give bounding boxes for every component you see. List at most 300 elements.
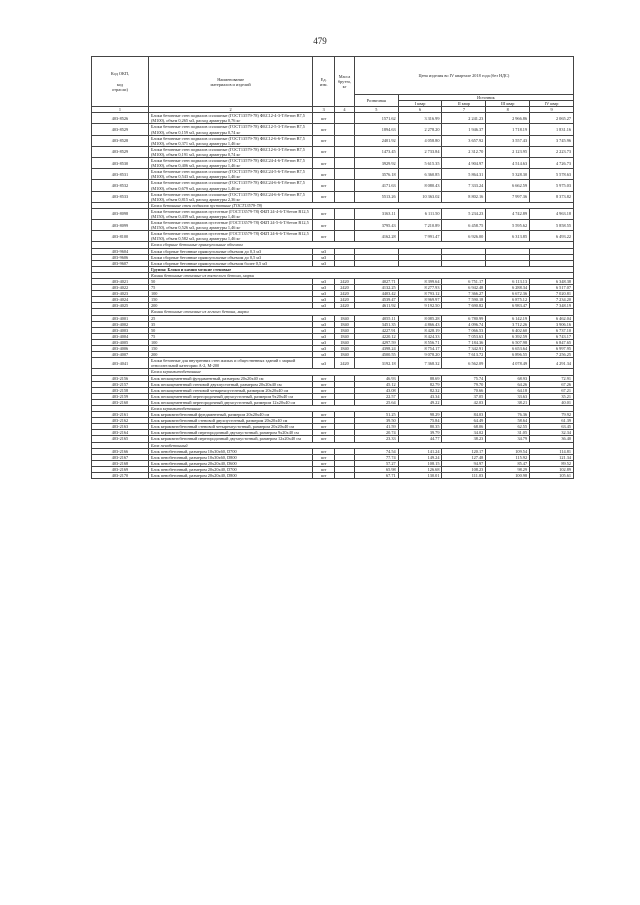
row-price-q1: 2 733.84 [398, 146, 442, 157]
row-price-q1: 7 368.32 [398, 358, 442, 369]
row-price-q4: 7 348.19 [530, 303, 574, 309]
row-mass: 2420 [335, 297, 355, 303]
row-price-q2: 70.66 [442, 387, 486, 393]
row-price-q3: 5 328.30 [486, 169, 530, 180]
row-code: 403-2161 [92, 412, 149, 418]
row-price-q3: 100.98 [486, 473, 530, 479]
row-name: Блок пескоцементный фундаментный, размером 20х20х40 см [148, 375, 312, 381]
row-price-q1: 8 277.93 [398, 285, 442, 291]
row-price-q2: 5 234.23 [442, 208, 486, 219]
row-price-q2: 120.17 [442, 448, 486, 454]
subgroup-heading: Блок пенобетонный [148, 442, 573, 448]
row-mass [335, 473, 355, 479]
row-price-q1: 82.79 [398, 381, 442, 387]
row-name: Блок пенобетонный, размером 10х30х60, D700 [148, 448, 312, 454]
row-code: 403-2170 [92, 473, 149, 479]
row-unit: м3 [313, 303, 335, 309]
table-row [92, 473, 574, 479]
row-price-retail: 4500.55 [354, 352, 398, 358]
header-q4: IV квар [530, 101, 574, 107]
row-name: Блок пескоцементный перегородочный двухпустотный, размером 12х20х40 см [148, 399, 312, 405]
row-price-q4: 121.34 [530, 454, 574, 460]
row-price-q2: 6 780.99 [442, 315, 486, 321]
row-code: 403-2164 [92, 430, 149, 436]
row-code: 403-2167 [92, 454, 149, 460]
row-code: 403-2166 [92, 448, 149, 454]
row-price-q3: 68.93 [486, 375, 530, 381]
row-price-q4: 4 291.34 [530, 358, 574, 369]
row-price-q4: 79.92 [530, 412, 574, 418]
row-code: 403-8530 [92, 158, 149, 169]
row-price-q3: 58.64 [486, 418, 530, 424]
row-price-q2: 7 690.82 [442, 303, 486, 309]
header-price-sub: Источник [398, 95, 573, 101]
row-price-q3: 62.55 [486, 424, 530, 430]
row-price-q2: 7 342.91 [442, 346, 486, 352]
row-price-q2: 4 096.74 [442, 321, 486, 327]
row-price-q4: 7 256.25 [530, 352, 574, 358]
col-number: 3 [313, 107, 335, 113]
row-price-retail: 1571.62 [354, 113, 398, 124]
row-price-q4: 5 858.55 [530, 220, 574, 231]
row-name: Блок пенобетонный, размером 20х20х40, D600 [148, 460, 312, 466]
row-unit: шт [313, 381, 335, 387]
row-unit: м3 [313, 315, 335, 321]
row-unit: шт [313, 454, 335, 460]
row-price-q3: 33.63 [486, 393, 530, 399]
row-price-q4: 6 737.10 [530, 327, 574, 333]
row-price-q4: 3 745.96 [530, 135, 574, 146]
row-mass [335, 135, 355, 146]
subgroup-heading: Камни бетонные стеновые из легкого бетона, марки [148, 309, 573, 315]
row-price-q4: 2 223.73 [530, 146, 574, 157]
row-price-retail: 3451.35 [354, 321, 398, 327]
row-price-retail: 22.57 [354, 393, 398, 399]
row-name: Блок пескоцементный стеновой двухпустотный, размером 20х20х40 см [148, 381, 312, 387]
row-price-q3: 31.05 [486, 430, 530, 436]
row-mass: 1840 [335, 327, 355, 333]
row-price-q1: 6 111.50 [398, 208, 442, 219]
row-price-q3: 6 507.98 [486, 339, 530, 345]
row-price-q1: 9 078.20 [398, 352, 442, 358]
row-price-q3: 115.92 [486, 454, 530, 460]
subgroup-heading: Блоки бетонные стен подвалов пустотные (ГОСТ13579-78) [148, 202, 573, 208]
row-unit: шт [313, 169, 335, 180]
row-unit: шт [313, 231, 335, 242]
row-name: Блоки бетонные стен подвалов сплошные (ГОСТ13579-78) ФБС12-6-6-Т/бетон В7,5 (М100), объем 0,371 м3, расход арматуры 1,46 кг [148, 135, 312, 146]
row-price-q1: 7 991.47 [398, 231, 442, 242]
row-code: 403-8533 [92, 191, 149, 202]
row-mass: 1840 [335, 333, 355, 339]
row-name: Блоки бетонные стен подвалов сплошные (ГОСТ13579-78) ФБС12-6-3-Т/бетон В7,5 (М100), объем 0,191 м3, расход арматуры 0,74 кг [148, 146, 312, 157]
row-price-q1: 2 278.20 [398, 124, 442, 135]
row-code: 403-4006 [92, 346, 149, 352]
header-name: Наименование материалов и изделий [148, 57, 312, 107]
row-price-q1: 43.34 [398, 393, 442, 399]
row-price-q4: 4 963.18 [530, 208, 574, 219]
row-mass: 2420 [335, 279, 355, 285]
row-price-q2: 84.03 [442, 412, 486, 418]
row-price-q1: 8 080.43 [398, 180, 442, 191]
row-price-q3: 76.36 [486, 412, 530, 418]
col-number: 9 [530, 107, 574, 113]
row-price-q4: 7 234.20 [530, 297, 574, 303]
row-price-q2: 1 946.37 [442, 124, 486, 135]
row-name: Блок пенобетонный, размером 20х20х40, D700 [148, 466, 312, 472]
row-unit: м3 [313, 260, 335, 266]
row-price-retail: 25.64 [354, 399, 398, 405]
row-price-retail: 4132.25 [354, 285, 398, 291]
row-name: Блок пенобетонный, размером 20х20х40, D800 [148, 473, 312, 479]
row-mass: 2420 [335, 358, 355, 369]
row-price-q1: 6 360.85 [398, 169, 442, 180]
col-number: 5 [354, 107, 398, 113]
row-price-q3: 34.79 [486, 436, 530, 442]
row-price-q4: 6 493.22 [530, 231, 574, 242]
row-name: Блоки бетонные стен подвалов пустотные (ГОСТ13579-78) ФБП 24-5-6-Т/бетон В12,5 (М150), объем 0,526 м3, расход арматуры 1,46 кг [148, 220, 312, 231]
row-mass [335, 146, 355, 157]
row-price-q4: 6 743.17 [530, 333, 574, 339]
row-price-retail: 4027.71 [354, 279, 398, 285]
table-row [92, 208, 574, 219]
row-mass [335, 231, 355, 242]
row-name: Блоки бетонные стен подвалов сплошные (ГОСТ13579-78) ФБС12-4-3-Т/бетон В7,5 (М100), объем 0,265 м3, расход арматуры 0,76 кг [148, 113, 312, 124]
row-price-q1: 108.15 [398, 460, 442, 466]
row-price-q2: 111.03 [442, 473, 486, 479]
row-code: 403-2165 [92, 436, 149, 442]
row-price-retail: 5513.26 [354, 191, 398, 202]
row-price-q4: 72.91 [530, 375, 574, 381]
row-code: 403-4002 [92, 321, 149, 327]
row-price-q2: 108.23 [442, 466, 486, 472]
row-price-q1: 8 754.17 [398, 346, 442, 352]
row-unit: шт [313, 375, 335, 381]
row-price-q3: 6 288.34 [486, 285, 530, 291]
row-price-q1: 8 085.28 [398, 315, 442, 321]
row-unit: шт [313, 430, 335, 436]
row-code: 403-2158 [92, 387, 149, 393]
row-price-q1: 8 556.71 [398, 339, 442, 345]
row-unit: шт [313, 393, 335, 399]
row-price-q4: 8 373.82 [530, 191, 574, 202]
row-code: 403-8526 [92, 113, 149, 124]
row-code: 403-4024 [92, 297, 149, 303]
row-price-retail: 3192.18 [354, 358, 398, 369]
row-price-q4: 105.61 [530, 473, 574, 479]
row-mass: 2420 [335, 303, 355, 309]
row-name: 50 [148, 327, 312, 333]
row-price-q1: 126.68 [398, 466, 442, 472]
row-name: 200 [148, 303, 312, 309]
header-q2: II квар [442, 101, 486, 107]
row-price-q1: 39.79 [398, 430, 442, 436]
row-price-q2: 2 312.70 [442, 146, 486, 157]
col-number: 6 [398, 107, 442, 113]
row-unit: шт [313, 387, 335, 393]
row-code: 403-4041 [92, 358, 149, 369]
subgroup-heading: Блоки керамзитобетонные [148, 369, 573, 375]
row-mass [335, 220, 355, 231]
row-price-q3: 4 742.89 [486, 208, 530, 219]
row-price-q1: 88.69 [398, 375, 442, 381]
row-price-q2: 127.48 [442, 454, 486, 460]
row-unit: м3 [313, 333, 335, 339]
row-name: 150 [148, 346, 312, 352]
row-price-q3: 6 875.12 [486, 297, 530, 303]
row-price-q3: 1 718.19 [486, 124, 530, 135]
row-price-q2: 7 066.53 [442, 327, 486, 333]
row-price-q4: 63.45 [530, 424, 574, 430]
row-price-q1: 141.24 [398, 448, 442, 454]
row-mass [335, 208, 355, 219]
row-unit: м3 [313, 327, 335, 333]
row-price-retail: 3795.43 [354, 220, 398, 231]
row-price-q4: 3 906.16 [530, 321, 574, 327]
row-price-q3: 2 123.95 [486, 146, 530, 157]
row-unit: м3 [313, 297, 335, 303]
col-number: 4 [335, 107, 355, 113]
row-unit: м3 [313, 358, 335, 369]
row-price-retail: 39.50 [354, 418, 398, 424]
row-price-retail: 2401.92 [354, 135, 398, 146]
row-code: 403-2163 [92, 424, 149, 430]
row-name: Блоки бетонные стен подвалов сплошные (ГОСТ13579-78) ФБС24-6-6-Т/бетон В7,5 (М100), объем 0,679 м3, расход арматуры 1,46 кг [148, 180, 312, 191]
row-name: Блоки бетонные стен подвалов пустотные (ГОСТ13579-78) ФБП 24-4-6-Т/бетон В12,5 (М150), объем 0,439 м3, расход арматуры 1,46 кг [148, 208, 312, 219]
row-price-retail: 4171.63 [354, 180, 398, 191]
table-row [92, 158, 574, 169]
row-unit: м3 [313, 346, 335, 352]
row-mass: 2420 [335, 285, 355, 291]
row-name: Блок керамзитобетонный стеновой четырехпустотный, размером 20х20х40 см [148, 424, 312, 430]
row-mass [335, 158, 355, 169]
row-price-retail: 74.54 [354, 448, 398, 454]
row-code: 403-8531 [92, 169, 149, 180]
row-price-q4: 67.26 [530, 381, 574, 387]
row-price-retail: 4055.11 [354, 315, 398, 321]
row-mass: 2420 [335, 291, 355, 297]
row-price-q3: 64.26 [486, 381, 530, 387]
row-unit: шт [313, 424, 335, 430]
row-price-retail: 4611.92 [354, 303, 398, 309]
row-price-q4: 6 517.07 [530, 285, 574, 291]
row-price-q3: 6 142.19 [486, 315, 530, 321]
row-name: Блоки бетонные стен подвалов сплошные (ГОСТ13579-78) ФБС24-5-6-Т/бетон В7,5 (М100), объем 0,543 м3, расход арматуры 1,46 кг [148, 169, 312, 180]
table-row [92, 124, 574, 135]
row-price-retail: 4297.59 [354, 339, 398, 345]
row-price-q1: 8 399.64 [398, 279, 442, 285]
row-price-q3: 98.29 [486, 466, 530, 472]
row-name: 50 [148, 279, 312, 285]
row-price-retail: 4162.28 [354, 231, 398, 242]
row-unit: шт [313, 220, 335, 231]
row-price-q2: 42.03 [442, 399, 486, 405]
row-price-q2: 6 942.48 [442, 285, 486, 291]
row-price-q4: 36.40 [530, 436, 574, 442]
row-price-q3: 7 997.36 [486, 191, 530, 202]
row-unit: шт [313, 436, 335, 442]
row-name: Блоки бетонные стен подвалов сплошные (ГОСТ13579-78) ФБС24-6-6-Т/бетон В7,5 (М100), объем 0,815 м3, расход арматуры 2,36 кг [148, 191, 312, 202]
row-unit: м3 [313, 339, 335, 345]
row-price-q1: 8 428.19 [398, 327, 442, 333]
row-price-q2: 7 184.36 [442, 339, 486, 345]
row-name: Блок пенобетонный, размером 10х30х60, D800 [148, 454, 312, 460]
row-name: 25 [148, 315, 312, 321]
row-price-q4: 2 065.27 [530, 113, 574, 124]
row-price-retail: 51.25 [354, 412, 398, 418]
row-price-q2: 6 458.75 [442, 220, 486, 231]
row-name: 200 [148, 352, 312, 358]
row-mass [335, 191, 355, 202]
row-code: 403-4021 [92, 279, 149, 285]
row-price-q2: 8 802.16 [442, 191, 486, 202]
row-unit: шт [313, 158, 335, 169]
row-price-retail: 3929.92 [354, 158, 398, 169]
row-unit: шт [313, 146, 335, 157]
row-price-q4: 4 726.73 [530, 158, 574, 169]
table-row [92, 180, 574, 191]
row-price-q1: 9 192.50 [398, 303, 442, 309]
row-price-q4: 114.81 [530, 448, 574, 454]
row-code: 403-4025 [92, 303, 149, 309]
row-unit: шт [313, 124, 335, 135]
row-unit: шт [313, 418, 335, 424]
row-code: 403-2156 [92, 375, 149, 381]
row-name: Блок керамзитобетонный стеновой двухпустотный, размером 20х20х40 см [148, 418, 312, 424]
row-price-retail: 1473.45 [354, 146, 398, 157]
row-price-q3: 4 078.49 [486, 358, 530, 369]
row-price-q3: 6 983.47 [486, 303, 530, 309]
row-code: 403-4003 [92, 327, 149, 333]
row-price-q1: 7 210.89 [398, 220, 442, 231]
row-price-q3: 2 966.86 [486, 113, 530, 124]
row-price-q1: 3 316.99 [398, 113, 442, 124]
row-code: 403-8100 [92, 231, 149, 242]
row-price-q3: 6 896.55 [486, 352, 530, 358]
row-price-q1: 75.84 [398, 418, 442, 424]
row-name: Блок пескоцементный перегородочный двухпустотный, размером 9х20х40 см [148, 393, 312, 399]
row-code: 403-4005 [92, 339, 149, 345]
header-retail: Розничная [354, 95, 398, 107]
row-mass [335, 113, 355, 124]
row-price-q3: 64.18 [486, 387, 530, 393]
row-price-q1: 149.24 [398, 454, 442, 460]
row-price-q1: 8 969.97 [398, 297, 442, 303]
row-price-q1: 8 424.33 [398, 333, 442, 339]
row-price-q2: 75.74 [442, 375, 486, 381]
row-name: 150 [148, 297, 312, 303]
row-price-q1: 130.01 [398, 473, 442, 479]
row-name: Блок пескоцементный стеновой четырехпустотный, размером 20х20х40 см [148, 387, 312, 393]
row-code: 403-8529 [92, 146, 149, 157]
row-code: 403-4004 [92, 333, 149, 339]
row-name: Блок керамзитобетонный перегородочный двухпустотный, размером 12х20х40 см [148, 436, 312, 442]
row-price-retail: 4220.12 [354, 333, 398, 339]
row-price-q1: 5 615.35 [398, 158, 442, 169]
row-price-q2: 7 333.24 [442, 180, 486, 191]
row-mass [335, 124, 355, 135]
row-code: 403-9607 [92, 260, 149, 266]
row-price-q3: 5 595.62 [486, 220, 530, 231]
row-unit: шт [313, 412, 335, 418]
row-price-q3: 6 662.59 [486, 180, 530, 191]
row-price-q3: 6 653.64 [486, 346, 530, 352]
table-row [92, 220, 574, 231]
row-price-q4: 7 020.81 [530, 291, 574, 297]
row-price-q3: 6 313.85 [486, 231, 530, 242]
row-price-retail: 23.33 [354, 436, 398, 442]
row-unit: м3 [313, 285, 335, 291]
row-price-retail: 43.08 [354, 387, 398, 393]
row-code: 403-9604 [92, 248, 149, 254]
row-price-q4: 61.39 [530, 418, 574, 424]
row-code: 403-8529 [92, 124, 149, 135]
row-code: 403-4001 [92, 315, 149, 321]
row-price-q4: 6 348.38 [530, 279, 574, 285]
row-unit: шт [313, 460, 335, 466]
table-row [92, 113, 574, 124]
row-price-q1: 49.22 [398, 399, 442, 405]
table-row [92, 191, 574, 202]
subgroup-heading: Блоки керамзитобетонные [148, 405, 573, 411]
row-name: Блок керамзитобетонный перегородочный двухпустотный, размером 9х20х40 см [148, 430, 312, 436]
subgroup-heading: Камни бетонные стеновые из тяжелого бетона, марки [148, 272, 573, 278]
row-mass: 1840 [335, 339, 355, 345]
row-unit: шт [313, 191, 335, 202]
row-code: 403-2157 [92, 381, 149, 387]
row-code: 403-4022 [92, 285, 149, 291]
row-price-q3: 109.54 [486, 448, 530, 454]
row-name: 100 [148, 291, 312, 297]
col-number: 1 [92, 107, 149, 113]
row-price-q2: 7 613.72 [442, 352, 486, 358]
header-q3: III квар [486, 101, 530, 107]
row-price-q4: 102.89 [530, 466, 574, 472]
row-price-q2: 7 366.27 [442, 291, 486, 297]
row-price-q2: 94.97 [442, 460, 486, 466]
row-price-q4: 67.21 [530, 387, 574, 393]
row-price-retail: 20.74 [354, 430, 398, 436]
row-price-retail: 3163.11 [354, 208, 398, 219]
row-price-q4: 6 847.65 [530, 339, 574, 345]
row-unit: м3 [313, 254, 335, 260]
row-price-q4: 35.21 [530, 393, 574, 399]
header-code: Код ОКП, код отрасли) [92, 57, 149, 107]
row-price-q3: 38.21 [486, 399, 530, 405]
header-unit: Ед. изм. [313, 57, 335, 107]
row-price-retail: 45.12 [354, 381, 398, 387]
subgroup-heading: Блоки сборные бетонные прямоугольные объемом [148, 242, 573, 248]
row-price-q4: 32.34 [530, 430, 574, 436]
row-code: 403-8099 [92, 220, 149, 231]
table-row [92, 135, 574, 146]
row-mass [335, 180, 355, 191]
row-name: Блок керамзитобетонный фундаментный, размером 20х20х40 см [148, 412, 312, 418]
row-price-retail: 57.27 [354, 460, 398, 466]
row-price-retail: 46.93 [354, 375, 398, 381]
row-name: Блоки сборные бетонные прямоугольные объемом более 0,5 м3 [148, 260, 312, 266]
row-price-q2: 38.23 [442, 436, 486, 442]
row-name: Блоки сборные бетонные прямоугольные объемом до 0,5 м3 [148, 254, 312, 260]
page-number: 479 [313, 36, 327, 46]
row-code: 403-4023 [92, 291, 149, 297]
row-unit: шт [313, 135, 335, 146]
row-price-retail: 1894.63 [354, 124, 398, 135]
row-unit: шт [313, 473, 335, 479]
row-price-q1: 8 793.12 [398, 291, 442, 297]
row-price-q3: 4 514.63 [486, 158, 530, 169]
row-price-q4: 1 831.16 [530, 124, 574, 135]
row-price-q4: 6 462.04 [530, 315, 574, 321]
